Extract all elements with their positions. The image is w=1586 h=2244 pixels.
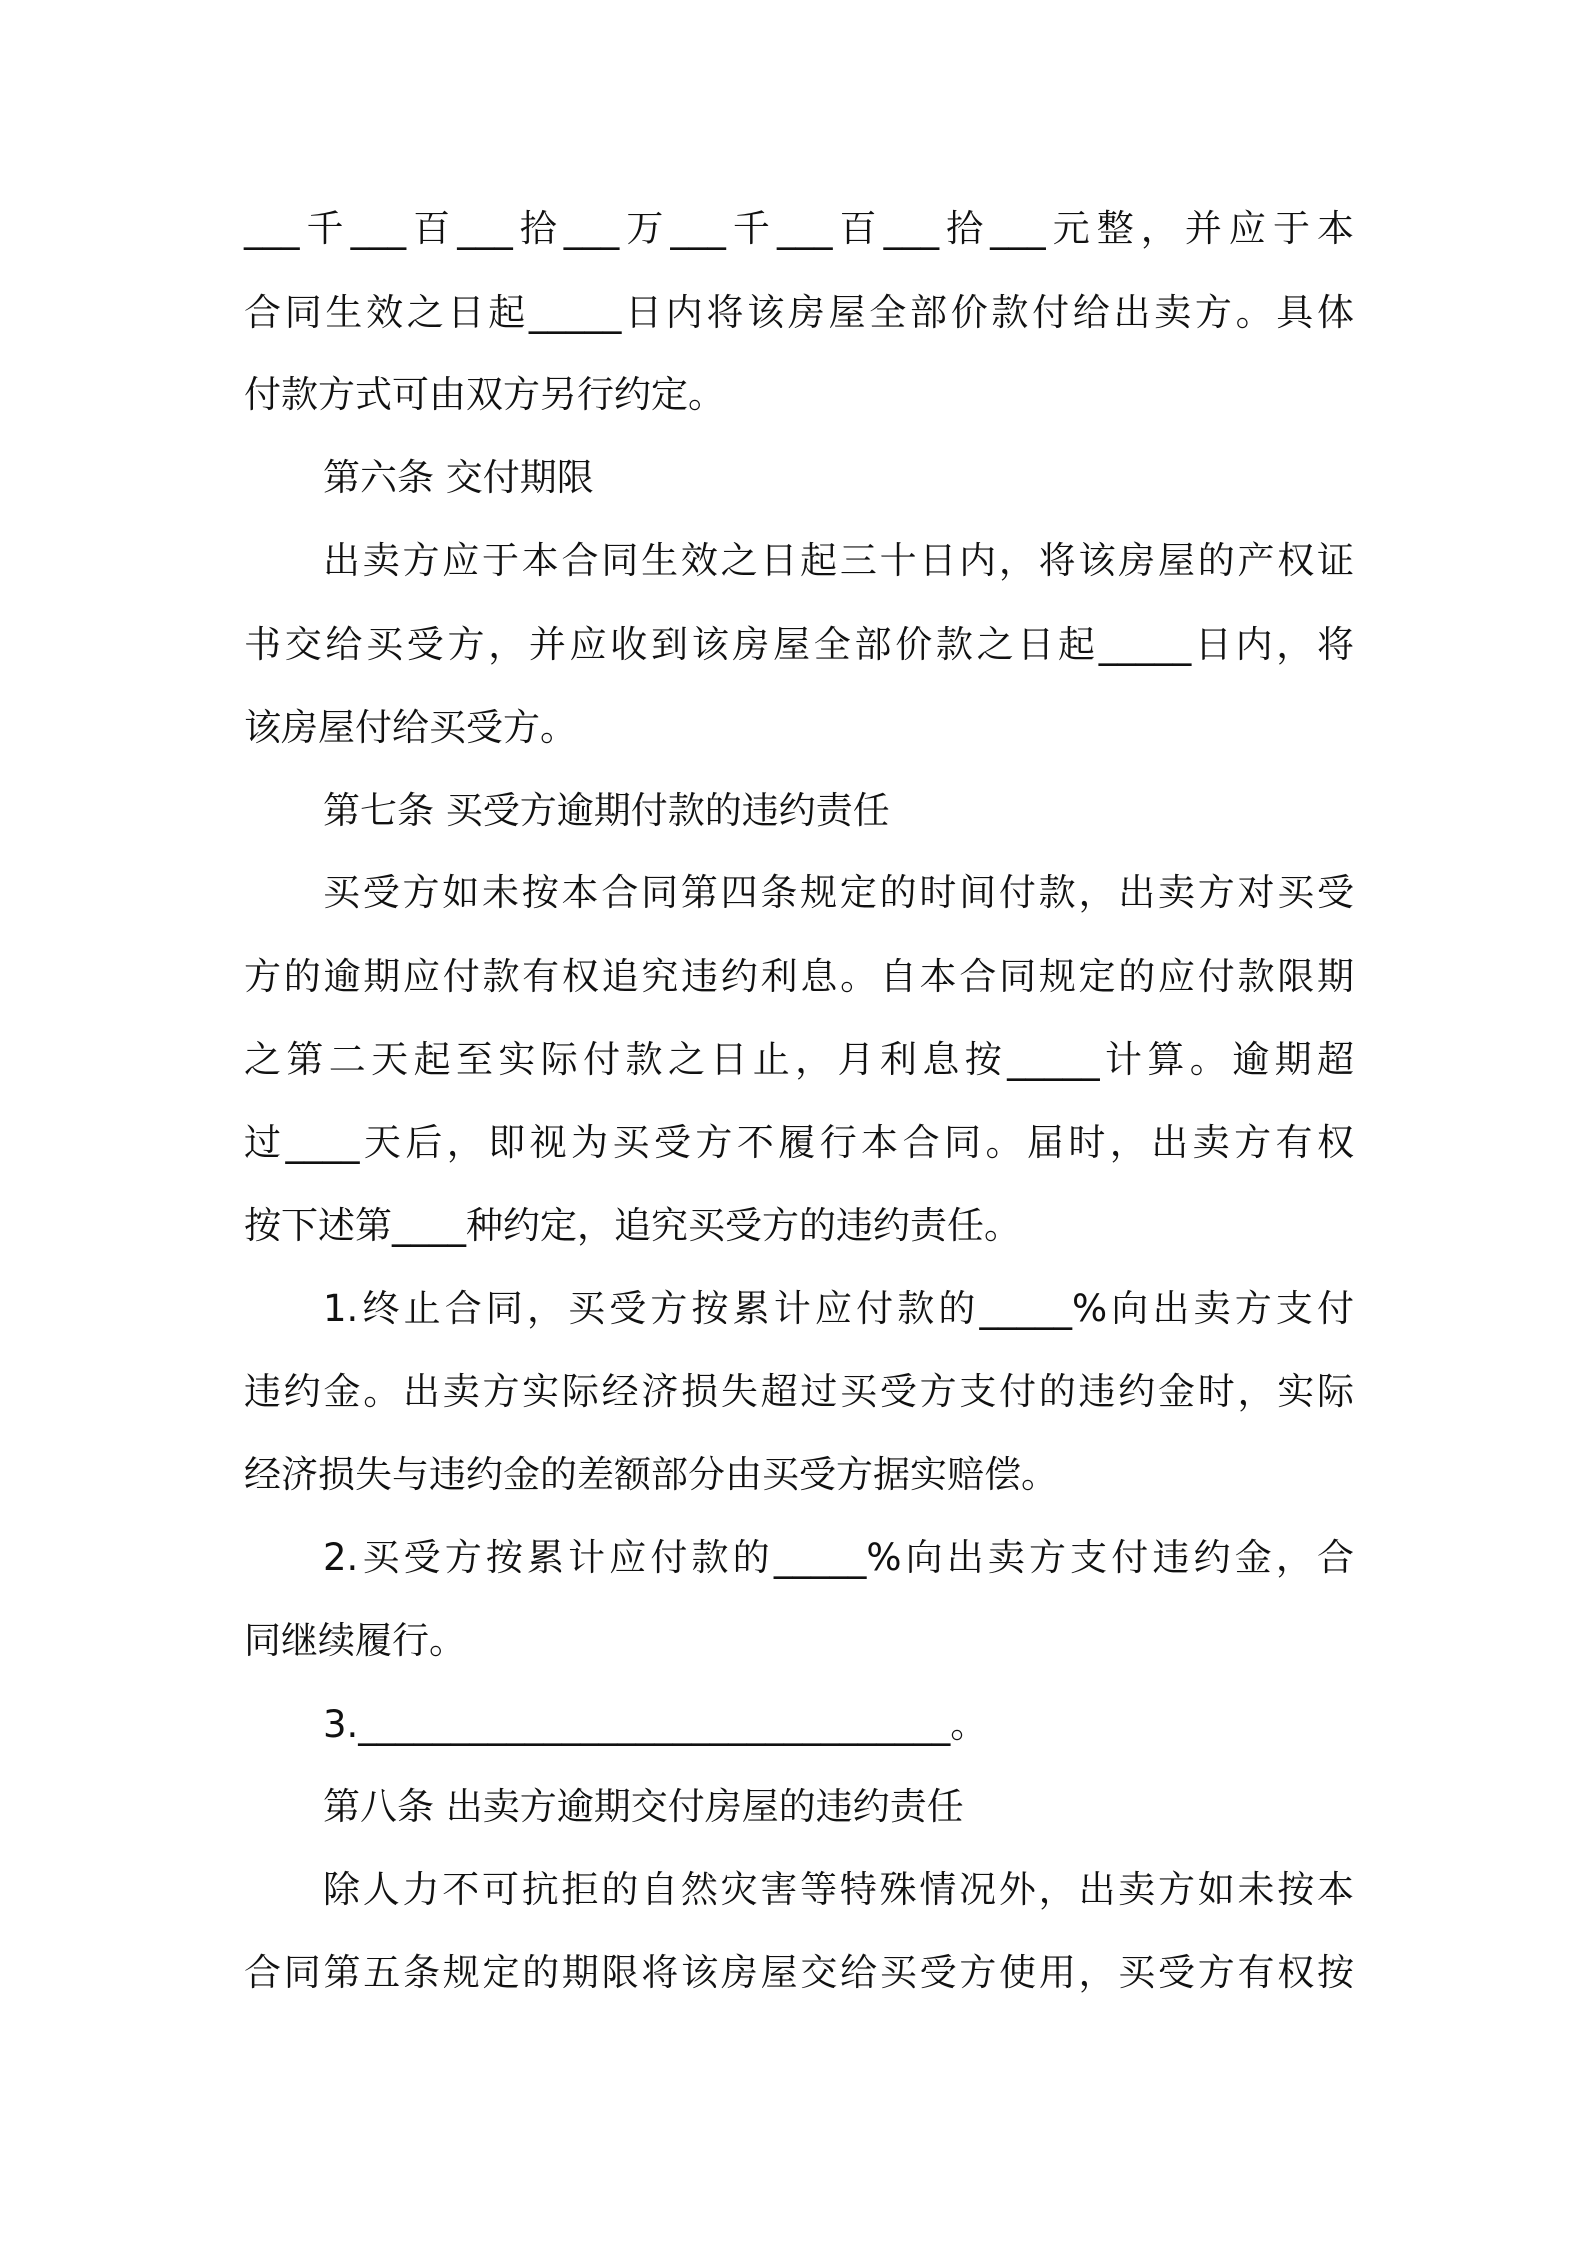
article-heading: 第七条 买受方逾期付款的违约责任 — [323, 789, 890, 832]
body-line: 合同第五条规定的期限将该房屋交给买受方使用，买受方有权按 — [244, 1951, 1354, 1994]
body-line: ___千___百___拾___万___千___百___拾___元整，并应于本 — [244, 207, 1354, 250]
body-line: 买受方如未按本合同第四条规定的时间付款，出卖方对买受 — [323, 871, 1354, 914]
body-line: 按下述第____种约定，追究买受方的违约责任。 — [244, 1204, 1021, 1247]
list-item-line: 2.买受方按累计应付款的_____%向出卖方支付违约金，合 — [323, 1536, 1354, 1579]
body-line: 该房屋付给买受方。 — [244, 706, 577, 749]
body-line: 过____天后，即视为买受方不履行本合同。届时，出卖方有权 — [244, 1121, 1354, 1164]
body-line: 经济损失与违约金的差额部分由买受方据实赔偿。 — [244, 1453, 1058, 1496]
article-heading: 第六条 交付期限 — [323, 456, 594, 499]
body-line: 违约金。出卖方实际经济损失超过买受方支付的违约金时，实际 — [244, 1370, 1354, 1413]
body-line: 除人力不可抗拒的自然灾害等特殊情况外，出卖方如未按本 — [323, 1868, 1354, 1911]
body-line: 之第二天起至实际付款之日止，月利息按_____计算。逾期超 — [244, 1038, 1354, 1081]
article-heading: 第八条 出卖方逾期交付房屋的违约责任 — [323, 1785, 964, 1828]
body-line: 同继续履行。 — [244, 1619, 466, 1662]
body-line: 付款方式可由双方另行约定。 — [244, 373, 725, 416]
body-line: 合同生效之日起_____日内将该房屋全部价款付给出卖方。具体 — [244, 291, 1354, 334]
list-item-line: 1.终止合同，买受方按累计应付款的_____%向出卖方支付 — [323, 1287, 1354, 1330]
list-item-line: 3.________________________________。 — [323, 1703, 988, 1746]
body-line: 出卖方应于本合同生效之日起三十日内，将该房屋的产权证 — [323, 539, 1354, 582]
body-line: 书交给买受方，并应收到该房屋全部价款之日起_____日内，将 — [244, 623, 1354, 666]
body-line: 方的逾期应付款有权追究违约利息。自本合同规定的应付款限期 — [244, 955, 1354, 998]
